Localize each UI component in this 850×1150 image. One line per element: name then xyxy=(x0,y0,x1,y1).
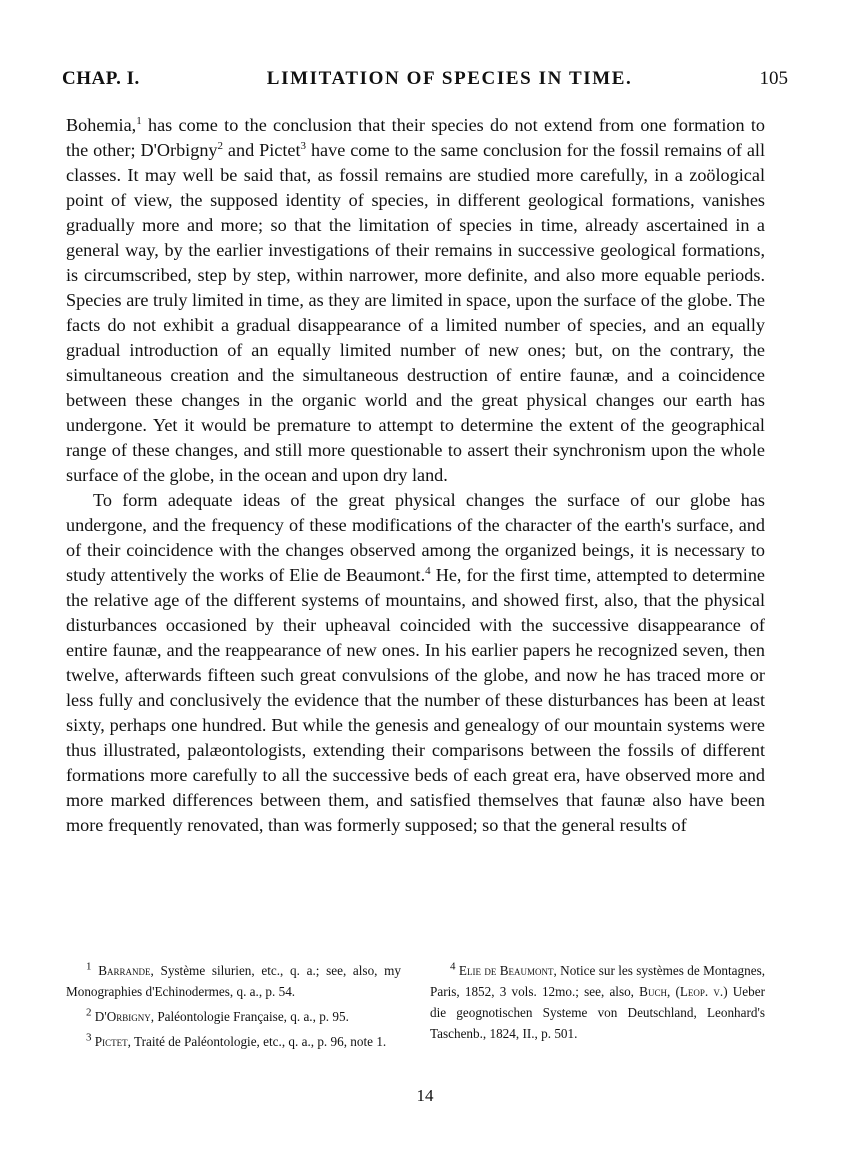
footnote-4 xyxy=(430,960,765,1044)
footnote-author: Elie de Beaumont xyxy=(458,963,554,978)
footnote-1 xyxy=(66,960,401,1002)
footnote-author: Barrande xyxy=(98,963,151,978)
footnote-2 xyxy=(66,1006,401,1027)
footnote-author: Buch xyxy=(639,984,667,999)
footnote-text: ) Ueber die geognotischen Systeme von Deutschland, Leonhard's Taschenb., 1824, II., p. 501. xyxy=(430,984,765,1041)
signature-mark: 14 xyxy=(416,1086,434,1105)
footnote-ref-2: 2 xyxy=(217,139,224,152)
footnote-text: , Paléontologie Française, q. a., p. 95. xyxy=(150,1009,349,1024)
footnote-mark: 3 xyxy=(86,1031,92,1044)
footnote-mark: 1 xyxy=(86,960,92,973)
page-number: 105 xyxy=(759,68,788,89)
text-run: have come to the same conclusion for the fossil remains of all classes. It may well be said that, as fossil remains are studied more carefully, in a zoölogical point of view, the supposed identity of species, in different geological formations, vanishes gradually more and more; so that the limitation of species in time, already ascertained in a general way, by the earlier investigations of their remains in successive geological formations, is circumscribed, step by step, within narrower, more definite, and also more equable periods. Species are truly limited in time, as they are limited in space, upon the surface of the globe. The facts do not exhibit a gradual disappearance of a limited number of species, and an equally gradual introduction of an equally limited number of new ones; but, on the contrary, the simultaneous creation and the simultaneous destruction of entire faunæ, and a coincidence between these changes in the organic world and the great physical changes our earth has undergone. Yet it would be premature to attempt to determine the extent of the geographical range of these changes, and still more questionable to assert their synchronism upon the whole surface of the globe, in the ocean and upon dry land. xyxy=(66,140,765,485)
footnotes xyxy=(66,960,765,1056)
running-header xyxy=(62,68,788,90)
footnote-3 xyxy=(66,1031,401,1052)
footnotes-right-column xyxy=(430,960,765,1056)
footnote-mark: 4 xyxy=(450,960,456,973)
footnote-text: , Notice sur les systèmes de Montagnes, Paris, 1852, 3 vols. 12mo.; see, also, xyxy=(430,963,765,999)
footnote-text: , Système silurien, etc., q. a.; see, also, my Monographies d'Echinodermes, q. a., p. 54. xyxy=(66,963,401,999)
paragraph-1 xyxy=(66,113,765,488)
paragraph-2 xyxy=(66,488,765,838)
footnote-ref-4: 4 xyxy=(425,564,431,577)
footnote-ref-3: 3 xyxy=(300,139,307,152)
footnote-ref-1: 1 xyxy=(136,114,142,127)
footnote-author: Leop. v. xyxy=(679,984,724,999)
running-title: LIMITATION OF SPECIES IN TIME. xyxy=(266,68,633,89)
text-run: He, for the first time, attempted to determine the relative age of the different systems of mountains, and showed first, also, that the physical disturbances occasioned by their upheaval coincided with the successive disappearance of entire faunæ, and the reappearance of new ones. In his earlier papers he recognized seven, then twelve, afterwards fifteen such great convulsions of the globe, and now he has traced more or less fully and conclusively the evidence that the number of these disturbances has been at least sixty, perhaps one hundred. But while the genesis and genealogy of our mountain systems were thus illustrated, palæontologists, extending their comparisons between the fossils of different formations more carefully to all the successive beds of each great era, have observed more and more marked differences between them, and satisfied themselves that faunæ also have been more frequently renovated, than was formerly supposed; so that the general results of xyxy=(66,565,765,835)
text-run: and Pictet xyxy=(223,140,301,160)
body-text xyxy=(66,113,765,838)
text-run: Bohemia, xyxy=(66,115,137,135)
footnote-author: D'Orbigny xyxy=(94,1009,151,1024)
chapter-label: CHAP. I. xyxy=(62,68,140,89)
footnote-mark: 2 xyxy=(86,1006,92,1019)
text-run: has come to the conclusion that their species do not extend from one formation to the other; D'Orbigny xyxy=(66,115,765,160)
footnote-text: , Traité de Paléontologie, etc., q. a., p. 96, note 1. xyxy=(127,1034,387,1049)
footnote-text: , ( xyxy=(666,984,680,999)
footnotes-left-column xyxy=(66,960,401,1056)
footnote-author: Pictet xyxy=(94,1034,128,1049)
text-run: To form adequate ideas of the great physical changes the surface of our globe has undergone, and the frequency of these modifications of the character of the earth's surface, and of their coincidence with the changes observed among the organized beings, it is necessary to study attentively the works of Elie de Beaumont. xyxy=(66,490,765,585)
